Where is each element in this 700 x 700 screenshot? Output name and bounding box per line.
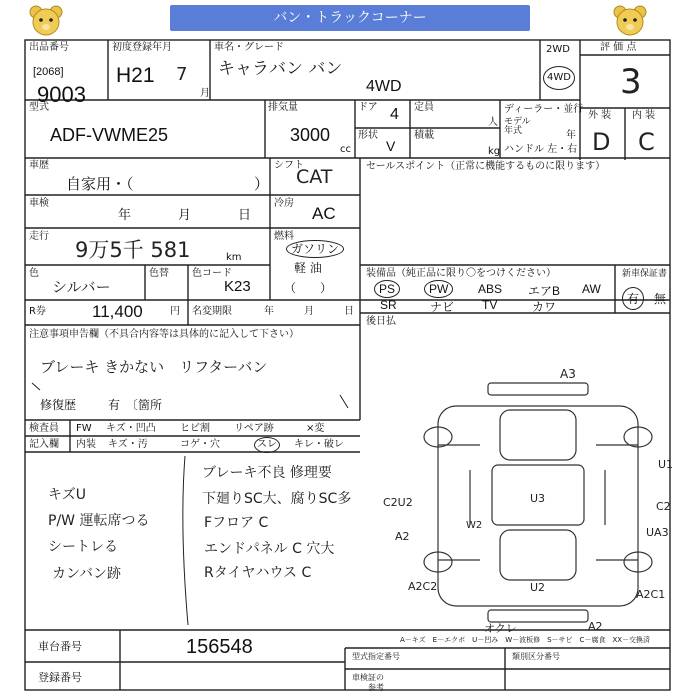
equip-ps: PS <box>374 280 400 298</box>
diagram-mark: A2C2 <box>408 580 438 593</box>
remark-right: 下廻りSC大、腐りSC多 <box>202 491 352 507</box>
history: 自家用・（ <box>66 176 134 193</box>
shift-value: CAT <box>296 166 333 188</box>
equip-pw: PW <box>424 280 453 298</box>
diagram-mark: W2 <box>466 520 483 531</box>
remark-left: P/W 運転席つる <box>48 513 150 529</box>
notes-handwritten: ブレーキ きかない リフターバン <box>40 358 268 376</box>
lot-number: 9003 <box>37 82 86 107</box>
diagram-mark: UA3 <box>646 526 669 539</box>
diagram-mark: C2U2 <box>383 496 413 509</box>
diagram-mark: U2 <box>530 581 546 594</box>
doors: 4 <box>390 106 399 123</box>
chassis-no: 156548 <box>186 636 253 658</box>
warranty-yes: 有 <box>622 287 644 310</box>
exterior-grade: D <box>592 128 611 156</box>
remark-right: エンドパネル C 穴大 <box>204 541 335 557</box>
mileage: 9万5千 581 <box>75 238 191 262</box>
remark-left: カンバン跡 <box>52 566 122 582</box>
remark-left: シートレる <box>48 539 118 555</box>
color-value: シルバー <box>52 278 111 296</box>
color-code: K23 <box>224 278 251 295</box>
diagram-mark: A2 <box>395 530 410 543</box>
remark-right: ブレーキ不良 修理要 <box>202 465 332 481</box>
diagram-mark: A2 <box>588 620 603 633</box>
remark-right: Fフロア C <box>204 515 269 531</box>
drive-circled: 4WD <box>543 66 575 90</box>
lot-prefix: [2068] <box>33 66 64 78</box>
fuel-circled: ガソリン <box>286 240 344 258</box>
score-value: 3 <box>620 62 642 102</box>
legend: A－キズ E－エクボ U－凹み W－波板修 S－サビ C－腐食 XX－交換済 <box>400 636 651 644</box>
remark-right: Rタイヤハウス C <box>204 565 312 581</box>
first-reg-label: 初度登録年月 <box>112 42 172 53</box>
era-year: H21 <box>116 64 155 87</box>
reg-month: 7 <box>176 64 188 85</box>
lot-no-label: 出品番号 <box>29 42 69 53</box>
diagram-mark: U3 <box>530 492 546 505</box>
model-type: ADF-VWME25 <box>50 125 169 145</box>
shape: V <box>386 138 396 154</box>
price: 11,400 <box>92 302 143 321</box>
diagram-mark: A2C1 <box>636 588 666 601</box>
ac-value: AC <box>312 204 336 223</box>
diagram-mark: C2 <box>656 500 671 513</box>
page-title: バン・トラックコーナー <box>273 10 427 26</box>
drive-type: 4WD <box>366 78 402 95</box>
diagram-mark: U1 <box>658 458 674 471</box>
interior-grade: C <box>638 128 655 156</box>
remark-left: キズU <box>48 487 86 503</box>
diagram-mark: オクレ <box>484 622 517 635</box>
car-name-label: 車名・グレード <box>214 42 284 53</box>
displacement: 3000 <box>290 125 331 145</box>
diagram-mark: A3 <box>560 367 576 381</box>
car-name: キャラバン バン <box>218 59 343 79</box>
